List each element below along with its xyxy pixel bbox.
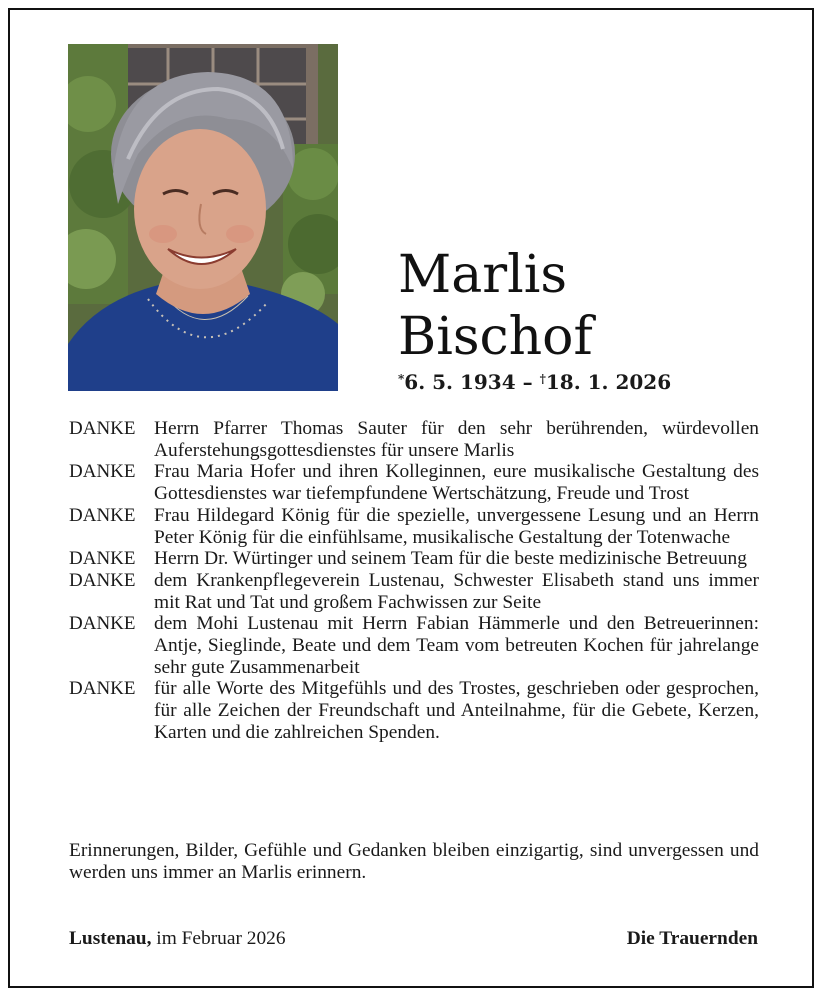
thanks-label: DANKE [69,569,136,591]
birth-date: 6. 5. 1934 [404,370,516,394]
thanks-item [69,505,759,548]
portrait-photo [68,44,338,391]
thanks-text: für alle Worte des Mitgefühls und des Trostes, geschrieben oder gesprochen, für alle Zeichen der Freundschaft und Anteilnahme, für die Gebete, Kerzen, Karten und die zahlreichen Spenden. [154,678,759,743]
place: Lustenau, [69,928,152,949]
date-text: im Februar 2026 [151,928,286,949]
first-name: Marlis [398,245,568,305]
thanks-label: DANKE [69,461,136,483]
thanks-item [69,461,759,504]
life-dates [398,370,671,394]
thanks-item [69,613,759,678]
thanks-item [69,548,759,570]
thanks-item [69,678,759,743]
deceased-name [398,244,593,368]
signature: Die Trauernden [626,928,758,949]
thanks-text: dem Krankenpflegeverein Lustenau, Schwester Elisabeth stand uns immer mit Rat und Tat und großem Fachwissen zur Seite [154,569,759,613]
place-and-date [69,928,286,950]
thanks-item [69,418,759,461]
thanks-item [69,570,759,613]
thanks-text: Herrn Pfarrer Thomas Sauter für den sehr berührenden, würdevollen Auferstehungsgottesdienstes für unsere Marlis [154,418,759,461]
thanks-label: DANKE [69,613,136,635]
thanks-label: DANKE [69,418,136,439]
last-name: Bischof [398,307,593,367]
closing-text: Erinnerungen, Bilder, Gefühle und Gedanken bleiben einzigartig, sind unvergessen und werden uns immer an Marlis erinnern. [69,840,759,883]
thanks-label: DANKE [69,504,136,526]
thanks-list [69,418,759,744]
thanks-text: Herrn Dr. Würtinger und seinem Team für die beste medizinische Betreuung [154,548,747,570]
date-separator: – [515,370,540,394]
thanks-text: Frau Hildegard König für die spezielle, unvergessene Lesung und an Herrn Peter König für die einfühlsame, musikalische Gestaltung der Totenwache [154,504,759,548]
thanks-label: DANKE [69,548,136,570]
death-date: 18. 1. 2026 [545,370,672,394]
portrait-image [68,44,338,391]
thanks-text: dem Mohi Lustenau mit Herrn Fabian Hämmerle und den Betreuerinnen: Antje, Sieglinde, Beate und dem Team vom betreuten Kochen für jahrelange sehr gute Zusammenarbeit [154,613,759,678]
death-symbol: † [539,372,546,386]
thanks-label: DANKE [69,678,136,700]
birth-symbol: * [398,372,405,386]
thanks-text: Frau Maria Hofer und ihren Kolleginnen, eure musikalische Gestaltung des Gottesdienstes war tiefempfundene Wertschätzung, Freude und Trost [154,461,759,505]
